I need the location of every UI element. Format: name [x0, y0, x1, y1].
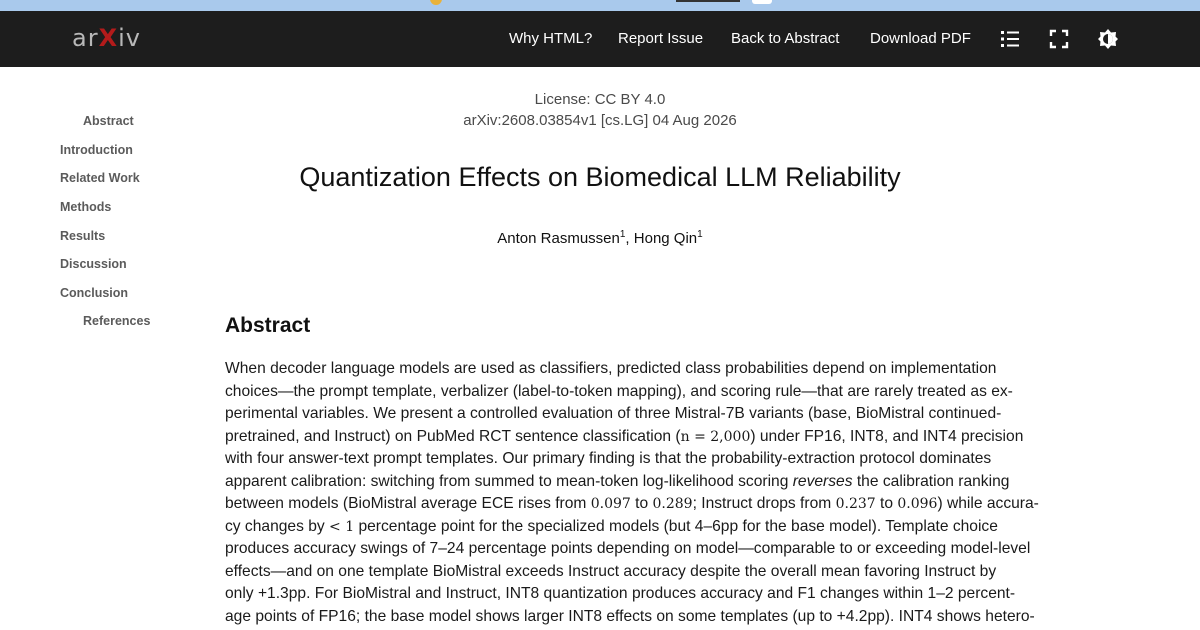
- notification-icon: [430, 0, 442, 5]
- abstract-text-run: age points of FP16; the base model shows larger INT8 effects on some templates (up to +4.2pp). INT4 shows hetero-: [225, 607, 1035, 625]
- toc-item-related-work[interactable]: Related Work: [60, 171, 140, 185]
- abstract-line: [225, 538, 1031, 561]
- abstract-math: 0.097: [590, 496, 631, 512]
- back-to-abstract-link[interactable]: Back to Abstract: [731, 30, 840, 47]
- abstract-text-run: effects—and on one template BioMistral exceeds Instruct accuracy despite the overall mean favoring Instruct by: [225, 562, 997, 580]
- abstract-text-run: apparent calibration: switching from summed to mean-token log-likelihood scoring: [225, 472, 793, 490]
- abstract-heading: Abstract: [225, 314, 311, 337]
- toc-item-references[interactable]: References: [83, 314, 151, 328]
- paper-title: Quantization Effects on Biomedical LLM Reliability: [299, 162, 901, 192]
- abstract-text-run: ) under FP16, INT8, and INT4 precision: [750, 427, 1024, 445]
- logo-text-prefix: ar: [72, 24, 99, 52]
- abstract-line: [225, 493, 1039, 516]
- notification-link[interactable]: [676, 0, 740, 2]
- abstract-text-run: pretrained, and Instruct) on PubMed RCT sentence classification (: [225, 427, 681, 445]
- theme-toggle-icon[interactable]: [1097, 28, 1119, 50]
- abstract-text-run: only +1.3pp. For BioMistral and Instruct, INT8 quantization produces accuracy and F1 changes within 1–2 percent-: [225, 585, 1016, 602]
- toc-item-discussion[interactable]: Discussion: [60, 257, 127, 271]
- author-affiliation-mark: 1: [697, 229, 703, 240]
- abstract-math: 0.289: [652, 496, 693, 512]
- author-list: [0, 229, 1200, 247]
- logo-text-x: X: [98, 24, 119, 52]
- abstract-line: [225, 561, 997, 584]
- abstract-text-run: cy changes by: [225, 517, 330, 535]
- abstract-math: n = 2,000: [680, 428, 751, 445]
- fullscreen-icon[interactable]: [1048, 28, 1070, 50]
- author-name: Anton Rasmussen: [497, 230, 620, 247]
- toc-item-methods[interactable]: Methods: [60, 200, 112, 214]
- abstract-text-run: produces accuracy swings of 7–24 percentage points depending on model—comparable to or exceeding model-level: [225, 540, 1031, 557]
- why-html-link[interactable]: Why HTML?: [509, 30, 593, 47]
- abstract-line: [225, 426, 1024, 449]
- abstract-text-run: between models (BioMistral average ECE rises from: [225, 495, 591, 512]
- abstract-line: [225, 583, 1016, 606]
- author-affiliation-mark: 1: [619, 229, 626, 240]
- abstract-text-run: percentage point for the specialized models (but 4–6pp for the base model). Template choice: [354, 517, 998, 535]
- abstract-text-run: ) while accura-: [937, 495, 1039, 512]
- abstract-text-run: When decoder language models are used as classifiers, predicted class probabilities depend on implementation: [225, 360, 997, 377]
- abstract-line: [225, 606, 1035, 629]
- abstract-text-run: to: [630, 495, 653, 512]
- toc-item-results[interactable]: Results: [60, 229, 106, 243]
- author-name: Hong Qin: [633, 230, 698, 247]
- top-navbar: [0, 11, 1200, 67]
- abstract-text-run: with four answer-text prompt templates. Our primary finding is that the probability-extraction protocol dominates: [225, 450, 992, 467]
- toc-item-introduction[interactable]: Introduction: [60, 143, 133, 157]
- abstract-text-run: ; Instruct drops from: [692, 495, 836, 512]
- abstract-text-run: to: [875, 495, 898, 512]
- toc-item-abstract[interactable]: Abstract: [83, 114, 134, 128]
- notification-close-icon[interactable]: [752, 0, 772, 4]
- abstract-math: 0.237: [835, 496, 876, 512]
- logo-text-suffix: iv: [118, 24, 141, 52]
- abstract-line: [225, 448, 992, 471]
- arxiv-id-line: arXiv:2608.03854v1 [cs.LG] 04 Aug 2026: [463, 112, 737, 129]
- abstract-line: [225, 471, 1010, 494]
- browser-notification-strip: [0, 0, 1200, 11]
- author-separator: ,: [625, 230, 634, 247]
- toc-item-conclusion[interactable]: Conclusion: [60, 286, 129, 300]
- abstract-text-run: the calibration ranking: [852, 472, 1010, 490]
- list-icon[interactable]: [999, 28, 1021, 50]
- report-issue-link[interactable]: Report Issue: [618, 30, 704, 47]
- abstract-line: [225, 381, 1013, 404]
- abstract-line: [225, 358, 997, 381]
- abstract-math: < 1: [329, 518, 355, 535]
- arxiv-logo[interactable]: [72, 24, 141, 52]
- abstract-text-run: perimental variables. We present a controlled evaluation of three Mistral-7B variants (base, BioMistral continued-: [225, 405, 1002, 422]
- abstract-math: 0.096: [897, 496, 938, 512]
- abstract-emphasis: reverses: [792, 472, 853, 490]
- abstract-line: [225, 516, 998, 539]
- abstract-text: [225, 358, 1039, 628]
- license-line: License: CC BY 4.0: [534, 91, 666, 108]
- abstract-text-run: choices—the prompt template, verbalizer (label-to-token mapping), and scoring rule—that are rarely treated as ex-: [225, 382, 1013, 400]
- abstract-line: [225, 403, 1002, 426]
- download-pdf-link[interactable]: Download PDF: [870, 30, 971, 47]
